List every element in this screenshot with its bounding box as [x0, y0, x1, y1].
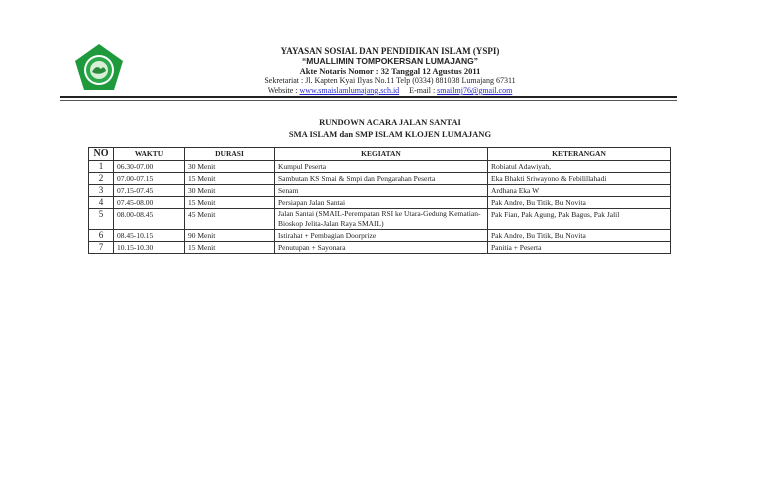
website-link[interactable]: www.smaislamlumajang.sch.id	[299, 86, 400, 95]
table-row	[89, 185, 671, 197]
cell-keterangan: Robiatul Adawiyah,	[488, 161, 671, 173]
school-name: “MUALLIMIN TOMPOKERSAN LUMAJANG”	[302, 56, 478, 66]
cell-kegiatan: Persiapan Jalan Santai	[275, 197, 488, 209]
cell-durasi: 90 Menit	[185, 230, 275, 242]
table-header-row	[89, 148, 671, 161]
document-title-block	[230, 116, 550, 140]
notary-info: Akte Notaris Nomor : 32 Tanggal 12 Agustus 2011	[299, 66, 481, 76]
rundown-table	[88, 147, 671, 254]
document-title: RUNDOWN ACARA JALAN SANTAI	[319, 117, 461, 127]
cell-no: 2	[89, 173, 114, 185]
cell-no: 6	[89, 230, 114, 242]
header-divider	[60, 96, 677, 98]
cell-kegiatan: Senam	[275, 185, 488, 197]
header-keterangan: KETERANGAN	[488, 148, 671, 161]
cell-waktu: 08.00-08.45	[114, 209, 185, 230]
cell-keterangan: Panitia + Peserta	[488, 242, 671, 254]
cell-keterangan: Eka Bhakti Sriwayono & Febilillahadi	[488, 173, 671, 185]
cell-durasi: 15 Menit	[185, 242, 275, 254]
document-subtitle: SMA ISLAM dan SMP ISLAM KLOJEN LUMAJANG	[288, 129, 492, 139]
cell-kegiatan: Jalan Santai (SMAIL-Perempatan RSI ke Utara-Gedung Kematian-Bioskop Jelita-Jalan Raya SMAIL)	[275, 209, 488, 230]
contact-line	[230, 86, 550, 96]
cell-durasi: 15 Menit	[185, 197, 275, 209]
address: Sekretariat : Jl. Kapten Kyai Ilyas No.11 Telp (0334) 881038 Lumajang 67311	[264, 76, 516, 85]
cell-durasi: 45 Menit	[185, 209, 275, 230]
cell-waktu: 10.15-10.30	[114, 242, 185, 254]
header-durasi: DURASI	[185, 148, 275, 161]
table-row	[89, 173, 671, 185]
table-row	[89, 242, 671, 254]
cell-keterangan: Ardhana Eka W	[488, 185, 671, 197]
email-label: E-mail :	[409, 86, 436, 95]
cell-keterangan: Pak Andre, Bu Titik, Bu Novita	[488, 197, 671, 209]
cell-no: 5	[89, 209, 114, 230]
cell-kegiatan: Penutupan + Sayonara	[275, 242, 488, 254]
cell-kegiatan: Kumpul Peserta	[275, 161, 488, 173]
header-divider-thin	[60, 100, 677, 101]
cell-no: 3	[89, 185, 114, 197]
cell-durasi: 30 Menit	[185, 161, 275, 173]
website-label: Website :	[267, 86, 298, 95]
cell-waktu: 07.45-08.00	[114, 197, 185, 209]
cell-waktu: 07.15-07.45	[114, 185, 185, 197]
cell-kegiatan: Sambutan KS Smai & Smpi dan Pengarahan Peserta	[275, 173, 488, 185]
email-link[interactable]: smailmj76@gmail.com	[437, 86, 513, 95]
header-kegiatan: KEGIATAN	[275, 148, 488, 161]
cell-no: 1	[89, 161, 114, 173]
cell-no: 4	[89, 197, 114, 209]
cell-keterangan: Pak Andre, Bu Titik, Bu Novita	[488, 230, 671, 242]
cell-waktu: 08.45-10.15	[114, 230, 185, 242]
table-row	[89, 197, 671, 209]
cell-waktu: 06.30-07.00	[114, 161, 185, 173]
header-waktu: WAKTU	[114, 148, 185, 161]
table-row	[89, 230, 671, 242]
cell-no: 7	[89, 242, 114, 254]
header-no: NO	[89, 148, 114, 161]
letterhead	[230, 46, 550, 96]
cell-waktu: 07.00-07.15	[114, 173, 185, 185]
school-emblem-icon	[73, 42, 125, 94]
table-row	[89, 209, 671, 230]
org-name: YAYASAN SOSIAL DAN PENDIDIKAN ISLAM (YSPI)	[280, 46, 500, 56]
cell-kegiatan: Istirahat + Pembagian Doorprize	[275, 230, 488, 242]
cell-durasi: 15 Menit	[185, 173, 275, 185]
cell-keterangan: Pak Fian, Pak Agung, Pak Bagus, Pak Jalil	[488, 209, 671, 230]
cell-durasi: 30 Menit	[185, 185, 275, 197]
table-row	[89, 161, 671, 173]
